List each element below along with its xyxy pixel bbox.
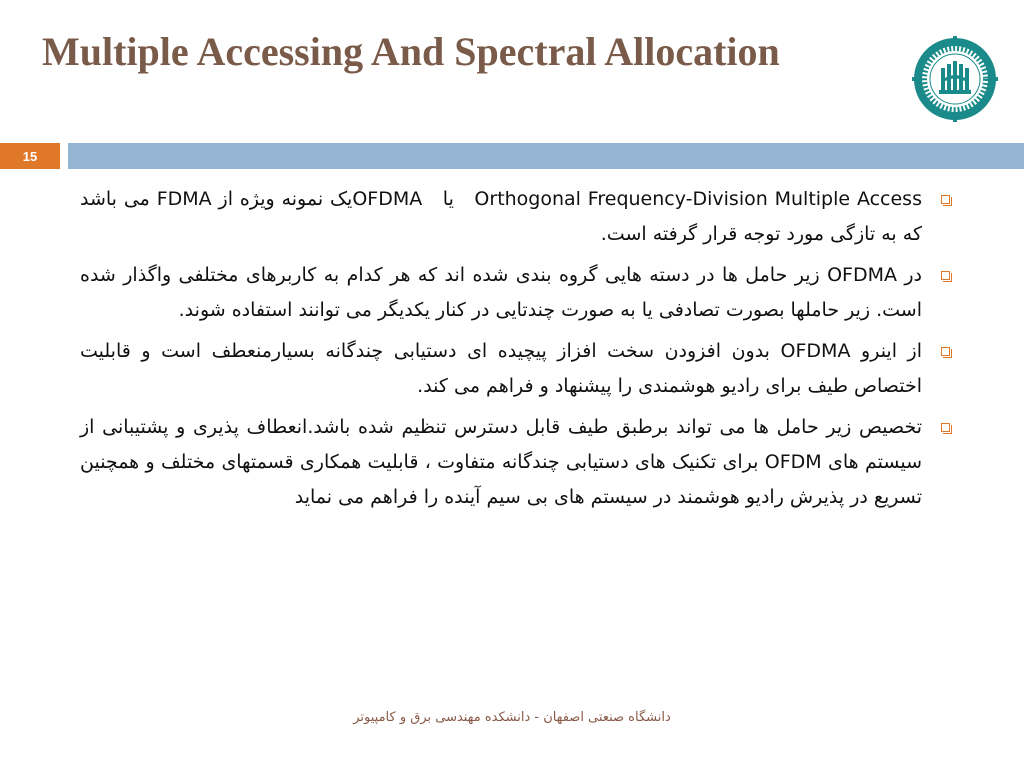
text-segment: زیر حامل ها در دسته هایی گروه بندی شده اند که هر کدام به کاربرهای مختلفی واگذار شده است. زیر حاملها بصورت تصادفی یا به صورت چندتایی در کنار یکدیگر می توانند استفاده شوند. [80, 264, 922, 321]
text-segment: Orthogonal Frequency-Division Multiple Access [474, 188, 922, 210]
header-strip [68, 143, 1024, 169]
text-segment: FDMA [156, 188, 212, 210]
slide-content [80, 182, 960, 521]
square-bullet-icon [941, 423, 950, 432]
bullet-item-2 [80, 258, 960, 328]
text-segment: از اینرو [861, 340, 923, 362]
slide-footer: دانشگاه صنعتی اصفهان - دانشکده مهندسی برق و کامپیوتر [353, 710, 671, 725]
square-bullet-icon [941, 271, 950, 280]
text-segment: یا [442, 188, 454, 210]
bullet-item-4 [80, 410, 960, 515]
text-segment: نمونه ویژه از [218, 188, 324, 210]
text-segment: OFDMA [780, 340, 851, 362]
text-segment: OFDMA [827, 264, 897, 286]
text-segment: می باشد که به تازگی مورد توجه قرار گرفته است. [80, 188, 922, 245]
square-bullet-icon [941, 195, 950, 204]
text-segment: OFDM [764, 451, 822, 473]
square-bullet-icon [941, 347, 950, 356]
slide-number: 15 [0, 143, 60, 169]
text-segment: برای تکنیک های دستیابی چندگانه متفاوت ، قابلیت همکاری قسمتهای مختلف و همچنین تسریع در پذیرش رادیو هوشمند در سیستم های بی سیم آینده را فراهم می نماید [80, 451, 922, 508]
text-segment: در [904, 264, 922, 286]
text-segment: تخصیص زیر حامل ها می تواند برطبق طیف قابل دسترس تنظیم شده باشد.انعطاف پذیری و پشتیبانی از سیستم های [80, 416, 922, 473]
text-segment: بدون افزودن سخت افزاز پیچیده ای دستیابی چندگانه بسیارمنعطف است و قابلیت اختصاص طیف برای رادیو هوشمندی را پیشنهاد و فراهم می کند. [80, 340, 922, 397]
slide-title: Multiple Accessing And Spectral Allocation [42, 29, 780, 74]
bullet-item-3 [80, 334, 960, 404]
bullet-item-1 [80, 182, 960, 252]
text-segment: یک [330, 188, 353, 210]
text-segment: OFDMA [352, 188, 423, 210]
university-logo-icon [912, 36, 998, 122]
